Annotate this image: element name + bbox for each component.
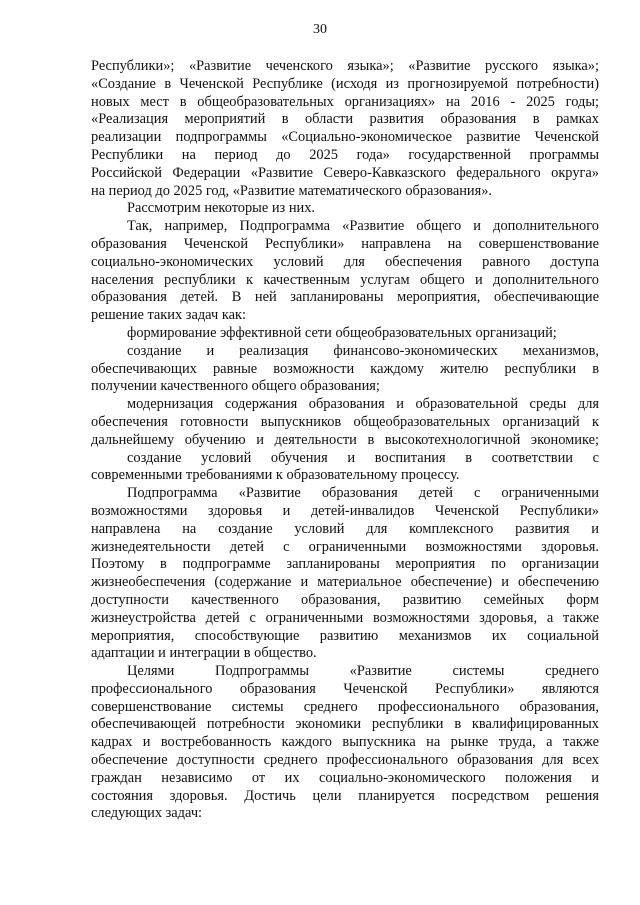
text-line: граждан независимо от их социально-экономического положения и	[91, 769, 599, 786]
text-line: населения республики к качественным услугам общего и дополнительного	[91, 271, 599, 288]
text-line: кадрах и востребованность каждого выпускника на рынке труда, а также	[91, 734, 599, 751]
text-line: дальнейшему обучению и деятельности в высокотехнологичной экономике;	[91, 431, 599, 448]
text-line: «Создание в Чеченской Республике (исходя из прогнозируемой потребности)	[91, 75, 599, 92]
text-line: Рассмотрим некоторые из них.	[127, 200, 316, 217]
text-line: новых мест в общеобразовательных организациях» на 2016 - 2025 годы;	[91, 93, 599, 110]
text-line: модернизация содержания образования и образовательной среды для	[127, 396, 599, 413]
text-line: современными требованиями к образовательному процессу.	[91, 467, 460, 484]
text-line: на период до 2025 год, «Развитие математического образования».	[91, 182, 493, 199]
body-text	[91, 58, 599, 823]
text-line: обеспечивающих равные возможности каждому жителю республики в	[91, 360, 599, 377]
text-line: образования детей. В ней запланированы мероприятия, обеспечивающие	[91, 289, 599, 306]
text-line: формирование эффективной сети общеобразовательных организаций;	[127, 324, 557, 341]
text-line: Подпрограмма «Развитие образования детей с ограниченными	[127, 485, 599, 502]
text-line: Целями Подпрограммы «Развитие системы среднего	[127, 663, 599, 680]
text-line: Поэтому в подпрограмме запланированы мероприятия по организации	[91, 556, 599, 573]
text-line: Российской Федерации «Развитие Северо-Кавказского федерального округа»	[91, 164, 599, 181]
text-line: жизнеустройства детей с ограниченными возможностями здоровья, а также	[91, 609, 599, 626]
text-line: социально-экономических условий для обеспечения равного доступа	[91, 253, 599, 270]
text-line: создание условий обучения и воспитания в соответствии с	[127, 449, 599, 466]
text-line: создание и реализация финансово-экономических механизмов,	[127, 342, 599, 359]
text-line: возможностями здоровья и детей-инвалидов Чеченской Республики»	[91, 502, 599, 519]
text-line: профессионального образования Чеченской Республики» являются	[91, 680, 599, 697]
text-line: направлена на создание условий для комплексного развития и	[91, 520, 599, 537]
text-line: реализации подпрограммы «Социально-экономическое развитие Чеченской	[91, 129, 599, 146]
page-number: 30	[313, 22, 327, 37]
text-line: доступности качественного образования, развитию семейных форм	[91, 591, 599, 608]
text-line: «Реализация мероприятий в области развития образования в рамках	[91, 111, 599, 128]
text-line: Так, например, Подпрограмма «Развитие общего и дополнительного	[127, 218, 599, 235]
text-line: обеспечение доступности среднего профессионального образования для всех	[91, 752, 599, 769]
text-line: обеспечения готовности выпускников общеобразовательных организаций к	[91, 413, 599, 430]
text-line: решение таких задач как:	[91, 307, 246, 324]
text-line: обеспечивающей потребности экономики республики в квалифицированных	[91, 716, 599, 733]
text-line: жизнедеятельности детей с ограниченными возможностями здоровья.	[91, 538, 599, 555]
text-line: совершенствование системы среднего профессионального образования,	[91, 698, 599, 715]
text-line: следующих задач:	[91, 805, 203, 822]
text-line: жизнеобеспечения (содержание и материальное обеспечение) и обеспечению	[91, 574, 599, 591]
text-line: состояния здоровья. Достичь цели планируется посредством решения	[91, 787, 599, 804]
text-line: адаптации и интеграции в общество.	[91, 645, 317, 662]
text-line: Республики на период до 2025 года» государственной программы	[91, 146, 599, 163]
text-line: Республики»; «Развитие чеченского языка»; «Развитие русского языка»;	[91, 58, 599, 74]
text-line: получении качественного общего образования;	[91, 378, 380, 395]
text-line: образования Чеченской Республики» направлена на совершенствование	[91, 235, 599, 252]
text-line: мероприятия, способствующие развитию механизмов их социальной	[91, 627, 599, 644]
